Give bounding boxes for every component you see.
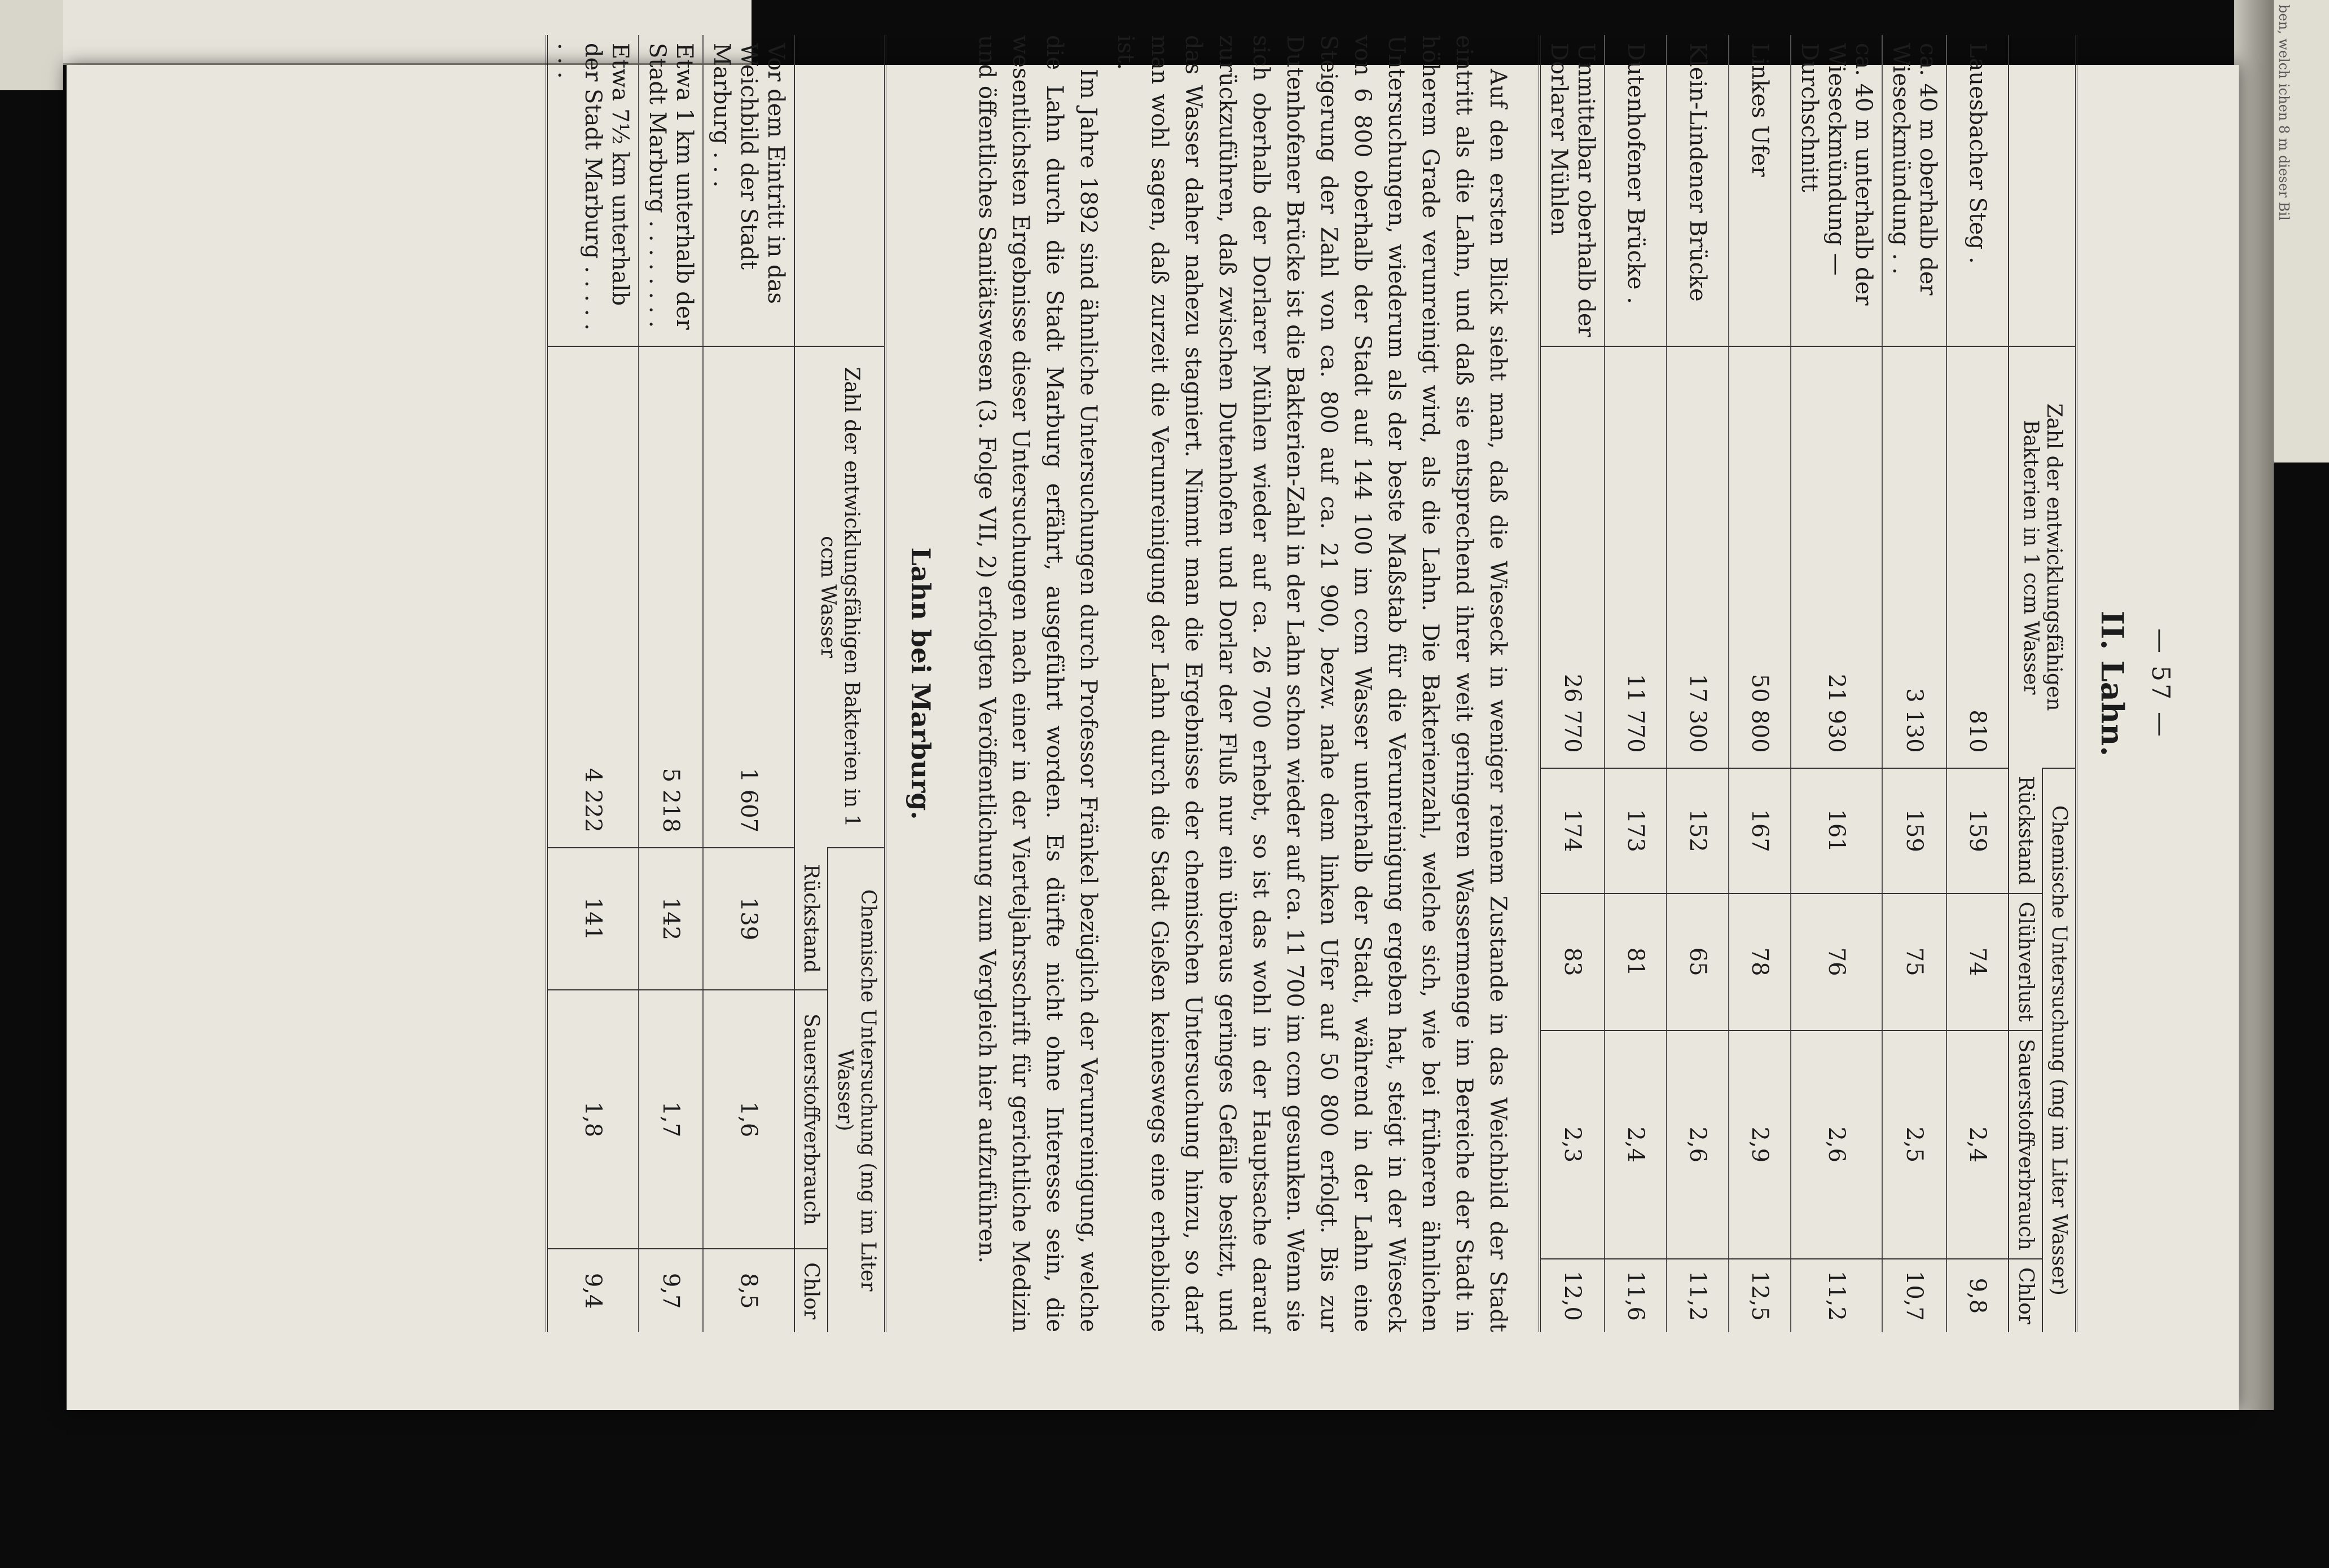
chlorine-header: Chlor bbox=[2009, 1259, 2042, 1332]
oxygen-cell: 2,4 bbox=[1605, 1030, 1667, 1259]
residue-header: Rückstand bbox=[2009, 768, 2042, 893]
residue-cell: 142 bbox=[639, 848, 703, 990]
chlorine-cell: 9,4 bbox=[547, 1249, 639, 1332]
location-cell: Lauesbacher Steg . bbox=[1946, 35, 2009, 346]
subsection-title: Lahn bei Marburg. bbox=[906, 547, 937, 820]
location-cell: Klein-Lindener Brücke bbox=[1667, 35, 1729, 346]
table-row bbox=[1540, 35, 1605, 1332]
chem-group-header: Chemische Untersuchung (mg im Liter Wasser) bbox=[828, 848, 885, 1332]
oxygen-cell: 2,5 bbox=[1882, 1030, 1946, 1259]
chlorine-cell: 9,8 bbox=[1946, 1259, 2009, 1332]
oxygen-cell: 2,3 bbox=[1540, 1030, 1605, 1259]
ignition-cell: 83 bbox=[1540, 893, 1605, 1030]
oxygen-cell: 2,9 bbox=[1729, 1030, 1791, 1259]
location-cell: ca. 40 m unterhalb der Wieseckmündung — Durchschnitt bbox=[1791, 35, 1882, 346]
chlorine-cell: 11,2 bbox=[1791, 1259, 1882, 1332]
germs-cell: 1 607 bbox=[703, 346, 794, 848]
residue-cell: 167 bbox=[1729, 768, 1791, 893]
ignition-header: Glühverlust bbox=[2009, 893, 2042, 1030]
oxygen-cell: 1,8 bbox=[547, 990, 639, 1249]
residue-cell: 161 bbox=[1791, 768, 1882, 893]
chlorine-cell: 10,7 bbox=[1882, 1259, 1946, 1332]
location-cell: Etwa 1 km unterhalb der Stadt Marburg . . . . . . . . bbox=[639, 35, 703, 346]
chlorine-cell: 12,0 bbox=[1540, 1259, 1605, 1332]
germs-cell: 11 770 bbox=[1605, 346, 1667, 768]
chem-group-header: Chemische Untersuchung (mg im Liter Wasser) bbox=[2042, 768, 2076, 1332]
margin-line: dieser Bil bbox=[2276, 155, 2292, 221]
page-number: — 57 — bbox=[2146, 628, 2175, 739]
chlorine-cell: 11,2 bbox=[1667, 1259, 1729, 1332]
location-cell: ca. 40 m oberhalb der Wieseckmündung . . bbox=[1882, 35, 1946, 346]
oxygen-cell: 2,4 bbox=[1946, 1030, 2009, 1259]
germs-cell: 26 770 bbox=[1540, 346, 1605, 768]
chlorine-cell: 12,5 bbox=[1729, 1259, 1791, 1332]
ignition-cell: 78 bbox=[1729, 893, 1791, 1030]
table-row bbox=[1882, 35, 1946, 1332]
oxygen-header: Sauerstoffverbrauch bbox=[794, 990, 828, 1249]
section-title: II. Lahn. bbox=[2094, 610, 2130, 757]
paragraph: Im Jahre 1892 sind ähnliche Untersuchungen durch Professor Fränkel bezüglich der Verunreinigung, welche die Lahn durch die Stadt Marburg erfährt, ausgeführt worden. Es dürfte nicht ohne Interesse sein, die wesentlichsten Ergebnisse dieser Untersuchungen nach einer in der Vierteljahrsschrift für gerichtliche Medizin und öffentliches Sanitätswesen (3. Folge VII, 2) erfolgten Veröffentlichung zum Vergleich hier aufzuführen. bbox=[974, 35, 1102, 1332]
chlorine-cell: 11,6 bbox=[1605, 1259, 1667, 1332]
table-row bbox=[547, 35, 639, 1332]
lahn-marburg-table bbox=[546, 35, 886, 1332]
oxygen-cell: 2,6 bbox=[1667, 1030, 1729, 1259]
margin-line: ichen 8 m bbox=[2276, 83, 2292, 151]
location-cell: Linkes Ufer bbox=[1729, 35, 1791, 346]
residue-cell: 139 bbox=[703, 848, 794, 990]
germs-cell: 810 bbox=[1946, 346, 2009, 768]
table-row bbox=[1605, 35, 1667, 1332]
location-header bbox=[794, 35, 885, 346]
germs-cell: 4 222 bbox=[547, 346, 639, 848]
lahn-giessen-table bbox=[1539, 35, 2077, 1332]
germs-cell: 3 130 bbox=[1882, 346, 1946, 768]
germs-cell: 50 800 bbox=[1729, 346, 1791, 768]
germs-cell: 21 930 bbox=[1791, 346, 1882, 768]
table-row bbox=[1946, 35, 2009, 1332]
paragraph: Auf den ersten Blick sieht man, daß die Wieseck in weniger reinem Zustande in das Weichbild der Stadt eintritt als die Lahn, und daß sie entsprechend ihrer weit geringeren Wassermenge im Bereiche der Stadt in höherem Grade verunreinigt wird, als die Lahn. Die Bakterienzahl, welche sich, wie bei früheren ähnlichen Untersuchungen, wiederum als der beste Maßstab für die Verunreinigung ergeben hat, steigt in der Wieseck von 6 800 oberhalb der Stadt auf 144 100 im ccm Wasser unterhalb der Stadt, während in der Lahn eine Steigerung der Zahl von ca. 800 auf ca. 21 900, bezw. nahe dem linken Ufer auf 50 800 erfolgt. Bis zur Dutenhofener Brücke ist die Bakterien-Zahl in der Lahn schon wieder auf ca. 11 700 im ccm gesunken. Wenn sie sich oberhalb der Dorlarer Mühlen wieder auf ca. 26 700 erhebt, so ist das wohl in der Hauptsache darauf zurückzuführen, daß zwischen Dutenhofen und Dorlar der Fluß nur ein überaus geringes Gefälle besitzt, und das Wasser daher nahezu stagniert. Nimmt man die Ergebnisse der chemischen Untersuchung hinzu, so darf man wohl sagen, daß zurzeit die Verunreinigung der Lahn durch die Stadt Gießen keineswegs eine erhebliche ist. bbox=[1113, 35, 1511, 1332]
residue-cell: 152 bbox=[1667, 768, 1729, 893]
table-row bbox=[1729, 35, 1791, 1332]
ignition-cell: 75 bbox=[1882, 893, 1946, 1030]
residue-header: Rückstand bbox=[794, 848, 828, 990]
oxygen-cell: 2,6 bbox=[1791, 1030, 1882, 1259]
chlorine-header: Chlor bbox=[794, 1249, 828, 1332]
oxygen-cell: 1,7 bbox=[639, 990, 703, 1249]
table-row bbox=[639, 35, 703, 1332]
location-cell: Vor dem Eintritt in das Weichbild der Stadt Marburg . . . bbox=[703, 35, 794, 346]
body-text bbox=[970, 35, 1515, 1332]
residue-cell: 141 bbox=[547, 848, 639, 990]
germs-cell: 17 300 bbox=[1667, 346, 1729, 768]
table-row bbox=[1667, 35, 1729, 1332]
ignition-cell: 76 bbox=[1791, 893, 1882, 1030]
rotated-page-content bbox=[99, 35, 2198, 1332]
oxygen-header: Sauerstoffverbrauch bbox=[2009, 1030, 2042, 1259]
location-cell: Etwa 7½ km unterhalb der Stadt Marburg . . . . . . . . bbox=[547, 35, 639, 346]
location-cell: Dutenhofener Brücke . bbox=[1605, 35, 1667, 346]
ignition-cell: 81 bbox=[1605, 893, 1667, 1030]
location-cell: Unmittelbar oberhalb der Dorlarer Mühlen bbox=[1540, 35, 1605, 346]
residue-cell: 174 bbox=[1540, 768, 1605, 893]
germs-cell: 5 218 bbox=[639, 346, 703, 848]
oxygen-cell: 1,6 bbox=[703, 990, 794, 1249]
book-spine bbox=[2234, 0, 2274, 1410]
previous-page-corner bbox=[0, 0, 63, 90]
table-row bbox=[1791, 35, 1882, 1332]
residue-cell: 159 bbox=[1882, 768, 1946, 893]
ignition-cell: 65 bbox=[1667, 893, 1729, 1030]
margin-line: ben, welch bbox=[2276, 5, 2292, 79]
germs-header: Zahl der entwicklungsfähigen Bakterien in 1 ccm Wasser bbox=[794, 346, 885, 848]
facing-page-margin bbox=[2274, 0, 2329, 463]
table-row bbox=[703, 35, 794, 1332]
chlorine-cell: 8,5 bbox=[703, 1249, 794, 1332]
germs-header: Zahl der entwicklungsfähigen Bakterien in 1 ccm Wasser bbox=[2009, 346, 2076, 768]
residue-cell: 173 bbox=[1605, 768, 1667, 893]
location-header bbox=[2009, 35, 2076, 346]
ignition-cell: 74 bbox=[1946, 893, 2009, 1030]
chlorine-cell: 9,7 bbox=[639, 1249, 703, 1332]
residue-cell: 159 bbox=[1946, 768, 2009, 893]
